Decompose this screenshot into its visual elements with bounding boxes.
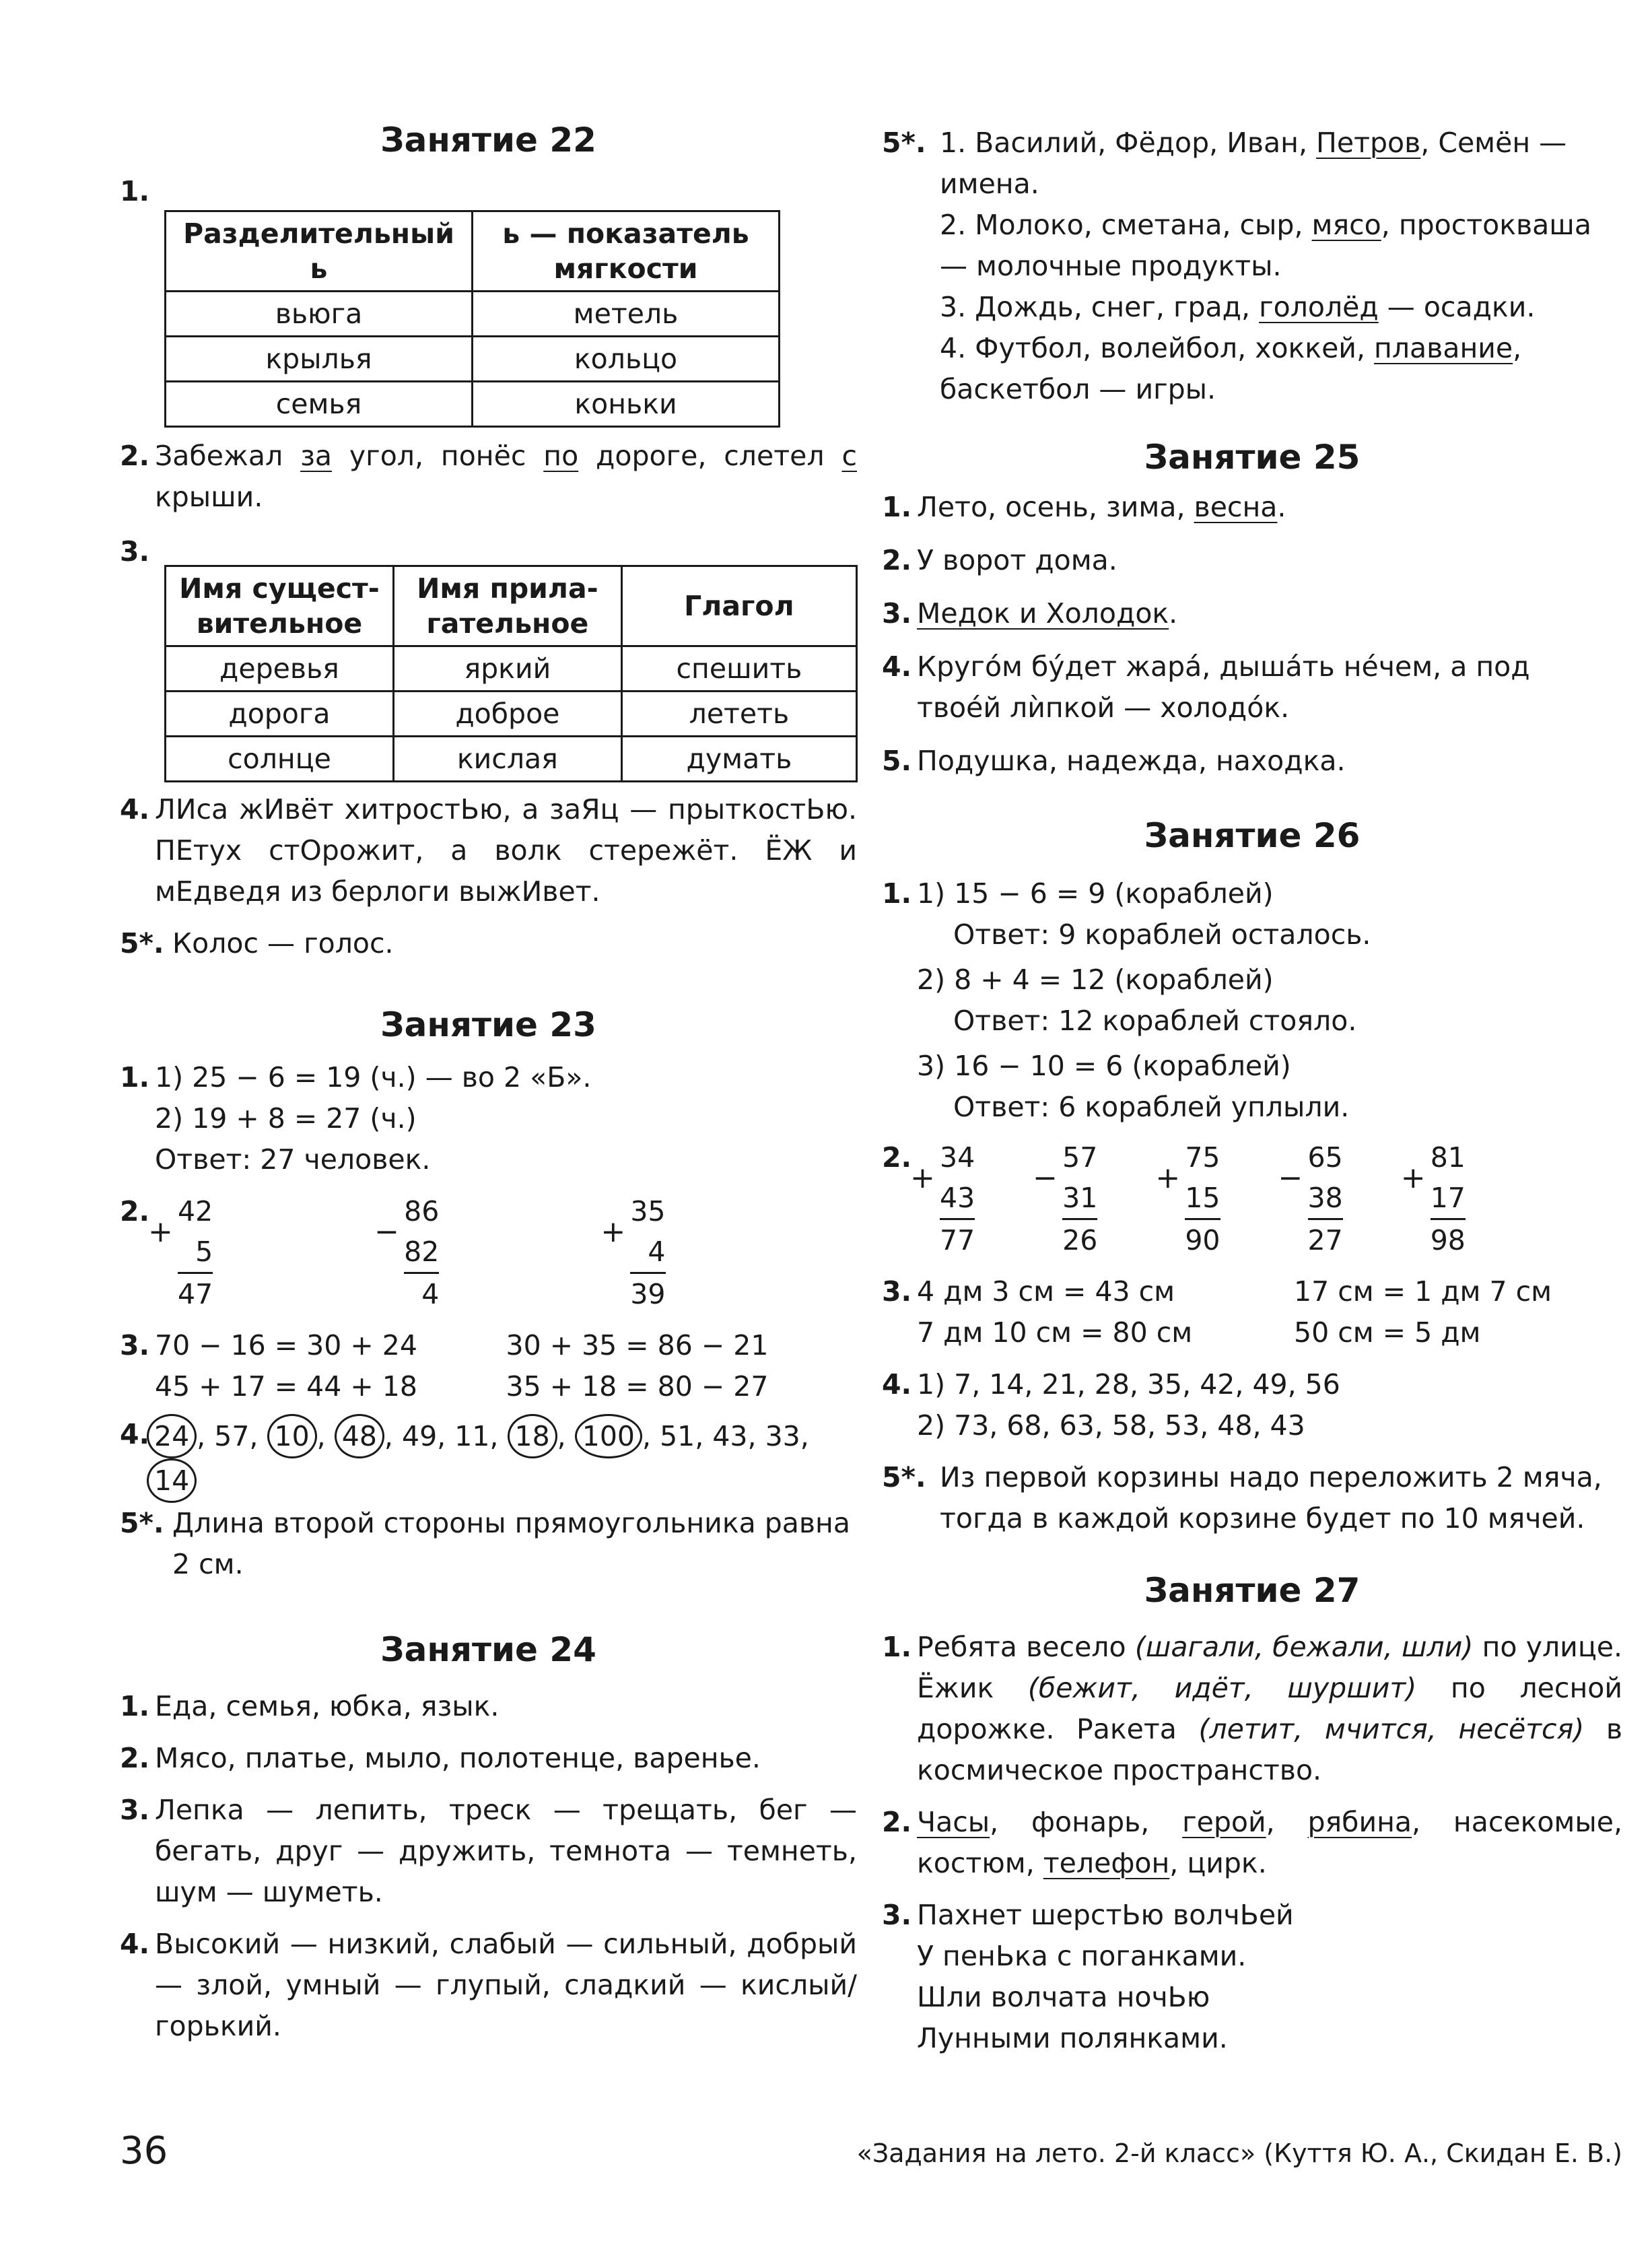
task-line — [940, 328, 1622, 410]
text: по лесной дорожке. Ракета — [917, 1672, 1622, 1745]
table-cell: метель — [473, 292, 780, 337]
table-header: ь — показатель мягкости — [473, 211, 780, 292]
text: , цирк. — [1169, 1847, 1267, 1879]
operand: 82 — [404, 1232, 439, 1274]
separator: , — [747, 1420, 765, 1452]
lesson-23-title: Занятие 23 — [380, 1005, 596, 1044]
operator: + — [1400, 1161, 1426, 1195]
text: . — [1277, 491, 1286, 523]
task-number: 2. — [882, 1141, 912, 1174]
l25-task-1 — [882, 487, 1622, 528]
operand: 38 — [1308, 1178, 1343, 1220]
circled-number: 24 — [147, 1414, 197, 1458]
task-text: Лепка — лепить, треск — трещать, бег — бегать, друг — дружить, темнота — темнеть, шум — шуметь. — [155, 1794, 857, 1908]
task-text — [917, 1802, 1622, 1884]
column-sum — [1033, 1137, 1097, 1260]
l25-task-5 — [882, 741, 1622, 782]
table-row — [166, 737, 857, 782]
equation: 70 − 16 = 30 + 24 — [155, 1329, 417, 1361]
task-number: 2. — [120, 1195, 150, 1227]
table-cell: лететь — [621, 692, 856, 737]
task-number: 3. — [120, 1329, 150, 1361]
result: 47 — [178, 1278, 213, 1310]
l22-task-2 — [120, 436, 857, 518]
task-text: Из первой корзины надо переложить 2 мяча, тогда в каждой корзине будет по 10 мячей. — [940, 1461, 1602, 1535]
operand: 43 — [940, 1178, 975, 1220]
text: . — [1169, 597, 1178, 630]
left-column — [120, 0, 857, 2047]
poem-line: У пенЬка с поганками. — [917, 1940, 1247, 1972]
sequence-number: 33 — [765, 1420, 800, 1452]
sequence-number: 57 — [214, 1420, 250, 1452]
task-text — [917, 1627, 1622, 1791]
l23-task-1 — [120, 1057, 857, 1180]
operand: 35 — [630, 1195, 666, 1227]
sequence-number: 51 — [660, 1420, 695, 1452]
task-line — [940, 205, 1622, 287]
underlined-text: Часы — [917, 1806, 990, 1838]
column-sum — [148, 1191, 213, 1314]
circled-number: 100 — [575, 1414, 642, 1458]
underlined-text: мясо — [1311, 209, 1381, 241]
equation: 17 см = 1 дм 7 см — [1294, 1275, 1552, 1308]
l24-task-2 — [120, 1738, 857, 1779]
right-column — [882, 0, 1622, 2059]
l25-task-4 — [882, 646, 1622, 729]
text: 2. Молоко, сметана, сыр, — [940, 209, 1312, 241]
column-sum — [374, 1191, 439, 1314]
separator: , — [557, 1420, 575, 1452]
task-text — [917, 593, 1622, 634]
task-line: 3) 16 − 10 = 6 (кораблей) — [917, 1050, 1291, 1082]
l26-task-5 — [882, 1457, 1622, 1539]
operator: + — [148, 1215, 173, 1249]
task-line: 2) 8 + 4 = 12 (кораблей) — [917, 964, 1274, 996]
equation: 7 дм 10 см = 80 см — [917, 1316, 1193, 1349]
task-number: 3. — [882, 1275, 912, 1308]
circled-number: 18 — [508, 1414, 557, 1458]
equation: 50 см = 5 дм — [1294, 1316, 1481, 1349]
result: 27 — [1307, 1224, 1343, 1256]
task-line: 2) 19 + 8 = 27 (ч.) — [155, 1102, 417, 1135]
result: 39 — [630, 1278, 666, 1310]
italic-text: (шагали, бежали, шли) — [1134, 1631, 1474, 1663]
task-number: 3. — [120, 535, 150, 568]
text: 4. Футбол, волейбол, хоккей, — [940, 332, 1375, 364]
underlined-text: Петров — [1316, 127, 1421, 159]
underlined-text: за — [300, 440, 333, 472]
task-number: 4. — [120, 1928, 150, 1960]
task-text: Высокий — низкий, слабый — сильный, добрый — злой, умный — глупый, сладкий — кислый/горький. — [155, 1928, 857, 2042]
task-number: 4. — [120, 793, 150, 826]
operand: 31 — [1062, 1178, 1097, 1220]
task-number: 2. — [120, 440, 150, 472]
separator: , — [800, 1420, 809, 1452]
underlined-text: рябина — [1307, 1806, 1412, 1838]
task-number: 1. — [120, 1061, 150, 1093]
equation: 35 + 18 = 80 − 27 — [506, 1370, 769, 1403]
task-text: Подушка, надежда, находка. — [917, 745, 1346, 777]
task-line: Ответ: 6 кораблей уплыли. — [953, 1091, 1350, 1123]
separator: , — [489, 1420, 508, 1452]
task-number: 2. — [882, 544, 912, 576]
soft-sign-table — [164, 210, 780, 428]
task-line: Ответ: 27 человек. — [155, 1143, 431, 1176]
lesson-24-title: Занятие 24 — [380, 1630, 596, 1669]
l24-task-3 — [120, 1790, 857, 1913]
text: , баскетбол — игры. — [940, 332, 1522, 405]
operand: 65 — [1307, 1141, 1343, 1174]
circled-number: 14 — [147, 1458, 197, 1503]
task-number: 4. — [882, 650, 912, 683]
task-number: 1. — [882, 877, 912, 910]
text: в космическое пространство. — [917, 1713, 1622, 1786]
operand: 17 — [1431, 1178, 1466, 1220]
task-text: ЛИса жИвёт хитростЬю, а заЯц — прыткостЬю. ПЕтух стОрожит, а волк стережёт. ЁЖ и мЕдведя из берлоги выжИвет. — [155, 793, 857, 908]
separator: , — [197, 1420, 215, 1452]
operator: − — [1278, 1161, 1303, 1195]
table-row — [166, 292, 780, 337]
operand: 57 — [1062, 1141, 1098, 1174]
task-number: 4. — [120, 1418, 150, 1450]
table-row — [166, 337, 780, 382]
l23-task-3 — [120, 1325, 857, 1407]
l22-task-5 — [120, 923, 857, 964]
task-number: 5. — [882, 745, 912, 777]
operand: 81 — [1430, 1141, 1466, 1174]
operand: 4 — [630, 1232, 665, 1274]
table-cell: кольцо — [473, 337, 780, 382]
table-header: Разделительный ь — [166, 211, 473, 292]
table-row — [166, 382, 780, 427]
task-number: 3. — [882, 1899, 912, 1931]
operand: 15 — [1185, 1178, 1220, 1220]
text: дороге, слетел — [578, 440, 842, 472]
poem-line: Шли волчата ночЬю — [917, 1981, 1210, 2013]
text: — осадки. — [1378, 291, 1536, 323]
task-number: 5*. — [120, 1507, 164, 1539]
table-cell: доброе — [393, 692, 621, 737]
table-cell: семья — [166, 382, 473, 427]
table-cell: вьюга — [166, 292, 473, 337]
text: , простокваша — молочные продукты. — [940, 209, 1591, 282]
text: , — [1266, 1806, 1308, 1838]
l24-task-4 — [120, 1924, 857, 2047]
separator: , — [695, 1420, 713, 1452]
text: угол, понёс — [332, 440, 544, 472]
italic-text: (летит, мчится, несётся) — [1198, 1713, 1585, 1745]
underlined-text: с — [841, 440, 857, 472]
column-sum — [1155, 1137, 1220, 1260]
task-number: 2. — [882, 1806, 912, 1838]
sequence-number: 11 — [454, 1420, 490, 1452]
column-sum — [910, 1137, 975, 1260]
circled-number: 48 — [335, 1414, 384, 1458]
table-cell: думать — [621, 737, 856, 782]
operand: 75 — [1185, 1141, 1220, 1174]
circled-number: 10 — [267, 1414, 317, 1458]
l25-task-2 — [882, 540, 1622, 581]
text: по улице. Ёжик — [917, 1631, 1622, 1704]
poem-line: Лунными полянками. — [917, 2022, 1228, 2054]
lesson-25-title: Занятие 25 — [1144, 438, 1361, 477]
task-number: 3. — [120, 1794, 150, 1826]
lesson-27-title: Занятие 27 — [1144, 1571, 1361, 1610]
table-row — [166, 646, 857, 692]
result: 26 — [1062, 1224, 1098, 1256]
l24-task-5 — [882, 123, 1622, 410]
underlined-text: Медок и Холодок — [917, 597, 1169, 630]
italic-text: (бежит, идёт, шуршит) — [1027, 1672, 1417, 1704]
table-cell: деревья — [166, 646, 394, 692]
task-number: 1. — [120, 1690, 150, 1722]
task-text: Длина второй стороны прямоугольника равна 2 см. — [172, 1507, 850, 1580]
table-cell: дорога — [166, 692, 394, 737]
task-line: 1) 25 − 6 = 19 (ч.) — во 2 «Б». — [155, 1061, 592, 1093]
l26-task-2 — [882, 1137, 1622, 1260]
column-sum — [600, 1191, 665, 1314]
operator: − — [1033, 1161, 1058, 1195]
text: Забежал — [155, 440, 301, 472]
task-number: 2. — [120, 1742, 150, 1774]
task-text: Мясо, платье, мыло, полотенце, варенье. — [155, 1742, 761, 1774]
table-cell: солнце — [166, 737, 394, 782]
underlined-text: по — [543, 440, 579, 472]
underlined-text: плавание — [1374, 332, 1513, 364]
l22-task-4 — [120, 789, 857, 912]
underlined-text: весна — [1194, 491, 1278, 523]
l23-task-5 — [120, 1503, 857, 1585]
l23-task-4 — [120, 1414, 857, 1503]
l25-task-3 — [882, 593, 1622, 634]
l22-task-1 — [120, 171, 857, 428]
task-text: Колос — голос. — [172, 927, 394, 959]
operand: 42 — [178, 1195, 213, 1227]
l26-task-1 — [882, 873, 1622, 1128]
operator: − — [374, 1215, 400, 1249]
table-header: Имя сущест-вительное — [166, 566, 394, 646]
table-cell: коньки — [473, 382, 780, 427]
table-row — [166, 692, 857, 737]
text: крыши. — [155, 481, 263, 513]
table-cell: яркий — [393, 646, 621, 692]
task-number: 1. — [120, 175, 150, 207]
operand: 34 — [940, 1141, 975, 1174]
column-sum — [1278, 1137, 1343, 1260]
operator: + — [910, 1161, 935, 1195]
task-text: У ворот дома. — [917, 544, 1117, 576]
l27-task-3 — [882, 1895, 1622, 2059]
equation: 4 дм 3 см = 43 см — [917, 1275, 1175, 1308]
result: 4 — [421, 1278, 440, 1310]
operator: + — [1155, 1161, 1181, 1195]
lesson-22-title: Занятие 22 — [380, 121, 596, 160]
equation: 30 + 35 = 86 − 21 — [506, 1329, 769, 1361]
task-line: 1) 15 − 6 = 9 (кораблей) — [917, 877, 1274, 910]
text: , насекомые, костюм, — [917, 1806, 1622, 1879]
task-line — [940, 123, 1622, 205]
underlined-text: телефон — [1043, 1847, 1170, 1879]
l27-task-2 — [882, 1802, 1622, 1884]
task-number: 5*. — [120, 927, 164, 959]
table-cell: крылья — [166, 337, 473, 382]
text: , Семён — имена. — [940, 127, 1567, 200]
task-text: Еда, семья, юбка, язык. — [155, 1690, 500, 1722]
result: 77 — [940, 1224, 975, 1256]
separator: , — [249, 1420, 267, 1452]
task-line: 2) 73, 68, 63, 58, 53, 48, 43 — [917, 1409, 1305, 1442]
separator: , — [437, 1420, 455, 1452]
separator: , — [384, 1420, 402, 1452]
task-number: 1. — [882, 491, 912, 523]
operand: 86 — [404, 1195, 440, 1227]
l24-task-1 — [120, 1686, 857, 1727]
text: Лето, осень, зима, — [917, 491, 1194, 523]
sequence-number: 43 — [712, 1420, 748, 1452]
task-number: 3. — [882, 597, 912, 630]
l26-task-3 — [882, 1271, 1622, 1353]
l26-task-4 — [882, 1364, 1622, 1446]
underlined-text: герой — [1182, 1806, 1266, 1838]
table-header: Имя прила-гательное — [393, 566, 621, 646]
task-line: Ответ: 9 кораблей осталось. — [953, 918, 1371, 951]
number-sequence — [147, 1414, 857, 1503]
table-header: Глагол — [621, 566, 856, 646]
result: 98 — [1430, 1224, 1466, 1256]
separator: , — [642, 1420, 660, 1452]
text: , фонарь, — [990, 1806, 1183, 1838]
page-number: 36 — [120, 2129, 168, 2173]
page-footer: «Задания на лето. 2-й класс» (Куття Ю. А., Скидан Е. В.) — [856, 2138, 1622, 2168]
l27-task-1 — [882, 1627, 1622, 1791]
task-number: 5*. — [882, 127, 926, 159]
l22-task-3 — [120, 531, 857, 782]
parts-of-speech-table — [164, 565, 858, 782]
column-sum — [1401, 1137, 1466, 1260]
task-text: Кругóм бýдет жарá, дышáть нéчем, а под твоéй лѝпкой — холодóк. — [917, 650, 1530, 724]
task-line: 1) 7, 14, 21, 28, 35, 42, 49, 56 — [917, 1368, 1340, 1401]
result: 90 — [1185, 1224, 1220, 1256]
lesson-26-title: Занятие 26 — [1144, 816, 1361, 855]
text: Ребята весело — [917, 1631, 1135, 1663]
equation: 45 + 17 = 44 + 18 — [155, 1370, 417, 1403]
operator: + — [600, 1215, 626, 1249]
task-number: 5*. — [882, 1461, 926, 1493]
underlined-text: гололёд — [1259, 291, 1379, 323]
l23-task-2 — [120, 1191, 857, 1314]
text: 1. Василий, Фёдор, Иван, — [940, 127, 1317, 159]
task-text — [155, 436, 857, 518]
task-text — [917, 487, 1622, 528]
table-cell: спешить — [621, 646, 856, 692]
poem-line: Пахнет шерстЬю волчЬей — [917, 1899, 1294, 1931]
task-line — [940, 287, 1622, 328]
text: 3. Дождь, снег, град, — [940, 291, 1260, 323]
task-line: Ответ: 12 кораблей стояло. — [953, 1005, 1357, 1037]
table-cell: кислая — [393, 737, 621, 782]
task-number: 1. — [882, 1631, 912, 1663]
sequence-number: 49 — [402, 1420, 438, 1452]
operand: 5 — [178, 1232, 213, 1274]
separator: , — [316, 1420, 335, 1452]
task-number: 4. — [882, 1368, 912, 1401]
